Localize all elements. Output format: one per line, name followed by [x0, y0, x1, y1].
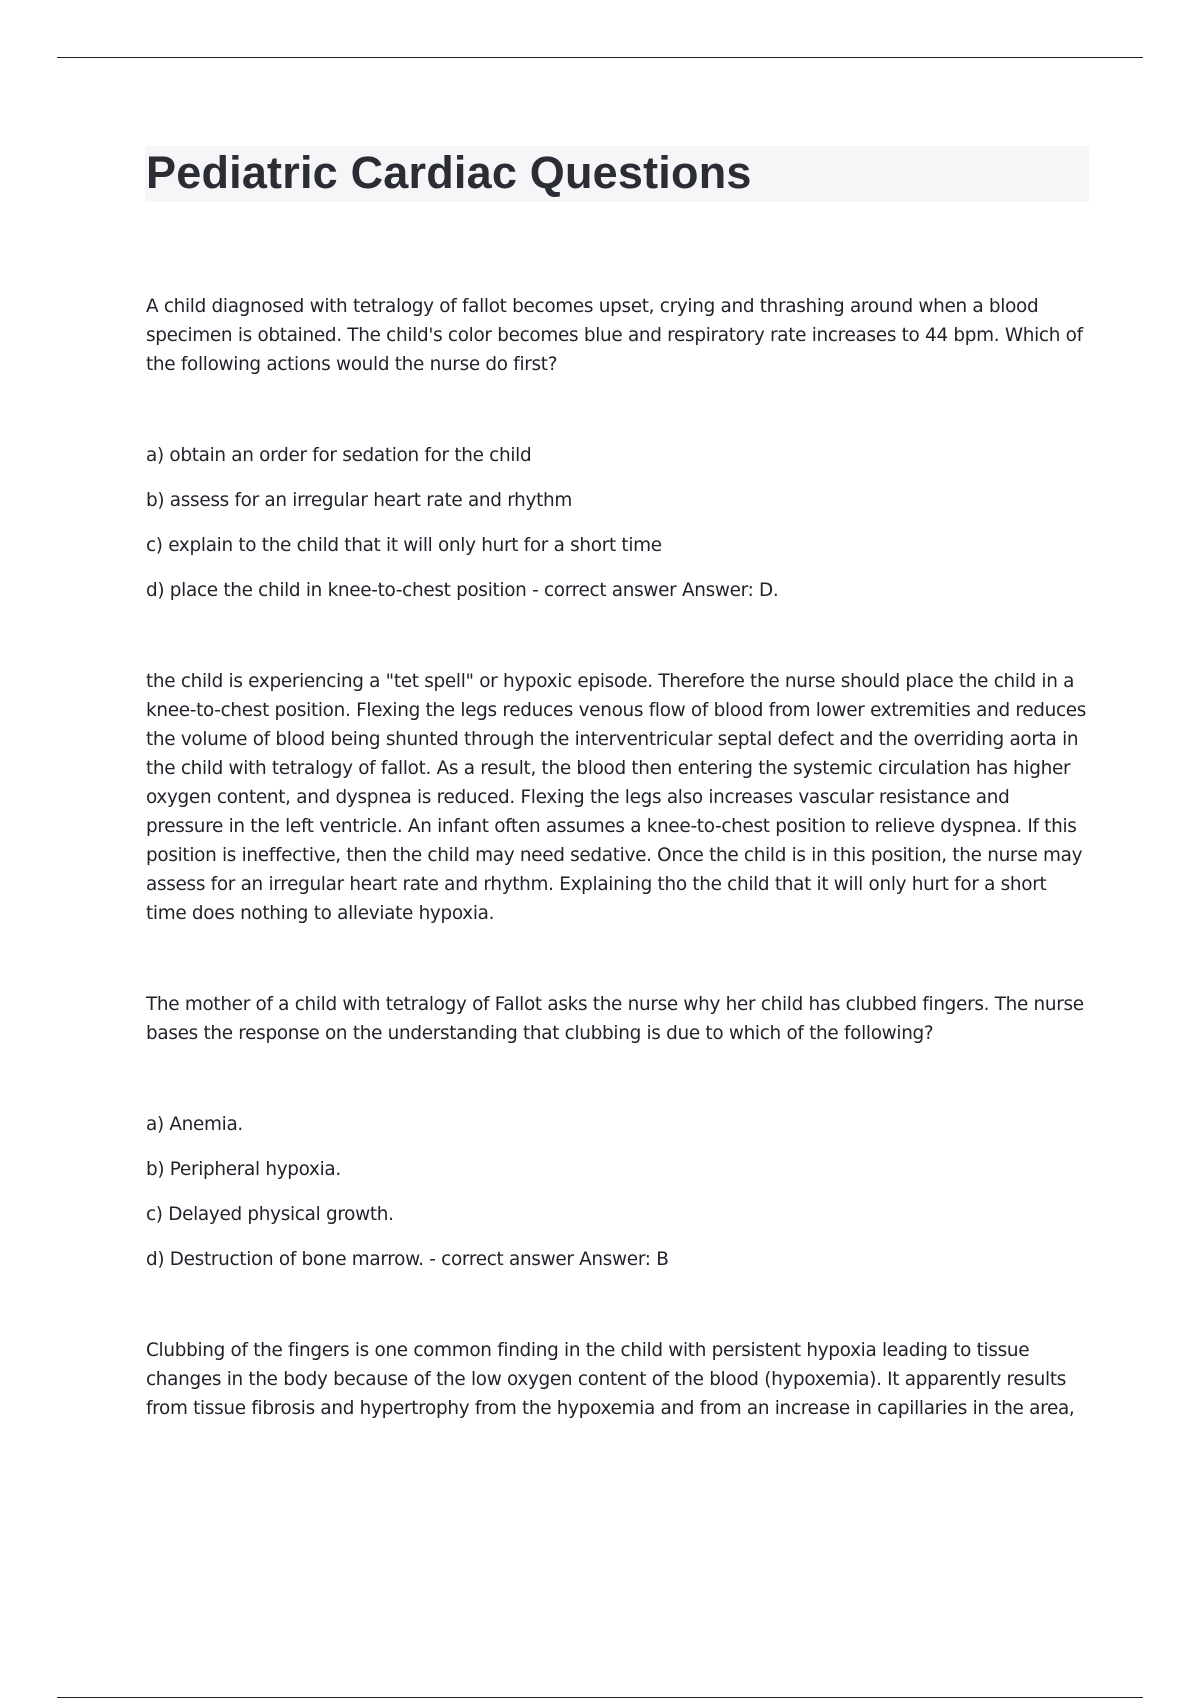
question-1-stem: A child diagnosed with tetralogy of fallot becomes upset, crying and thrashing around when a blood specimen is obtained. The child's color becomes blue and respiratory rate increases to 44 bpm. Which of the following actions would the nurse do first? [146, 296, 1083, 375]
question-1-option-c: c) explain to the child that it will only hurt for a short time [146, 535, 662, 556]
header-rule [57, 57, 1143, 58]
question-2-option-a: a) Anemia. [146, 1114, 243, 1135]
question-2-option-c: c) Delayed physical growth. [146, 1204, 394, 1225]
question-2-rationale: Clubbing of the fingers is one common finding in the child with persistent hypoxia leading to tissue changes in the body because of the low oxygen content of the blood (hypoxemia). It apparently results from tissue fibrosis and hypertrophy from the hypoxemia and from an increase in capillaries in the area, [146, 1340, 1075, 1419]
question-2-option-b: b) Peripheral hypoxia. [146, 1159, 341, 1180]
page-title: Pediatric Cardiac Questions [146, 147, 752, 198]
document-body [146, 292, 1090, 1485]
question-1-rationale: the child is experiencing a "tet spell" or hypoxic episode. Therefore the nurse should place the child in a knee-to-chest position. Flexing the legs reduces venous flow of blood from lower extremities and reduces the volume of blood being shunted through the interventricular septal defect and the overriding aorta in the child with tetralogy of fallot. As a result, the blood then entering the systemic circulation has higher oxygen content, and dyspnea is reduced. Flexing the legs also increases vascular resistance and pressure in the left ventricle. An infant often assumes a knee-to-chest position to relieve dyspnea. If this position is ineffective, then the child may need sedative. Once the child is in this position, the nurse may assess for an irregular heart rate and rhythm. Explaining tho the child that it will only hurt for a short time does nothing to alleviate hypoxia. [146, 671, 1087, 924]
question-1-option-d: d) place the child in knee-to-chest position - correct answer Answer: D. [146, 580, 779, 601]
question-1-option-b: b) assess for an irregular heart rate and rhythm [146, 490, 572, 511]
footer-rule [57, 1697, 1143, 1698]
question-1-option-a: a) obtain an order for sedation for the child [146, 445, 532, 466]
question-2-option-d: d) Destruction of bone marrow. - correct answer Answer: B [146, 1249, 669, 1270]
question-2-stem: The mother of a child with tetralogy of Fallot asks the nurse why her child has clubbed fingers. The nurse bases the response on the understanding that clubbing is due to which of the following? [146, 994, 1084, 1044]
